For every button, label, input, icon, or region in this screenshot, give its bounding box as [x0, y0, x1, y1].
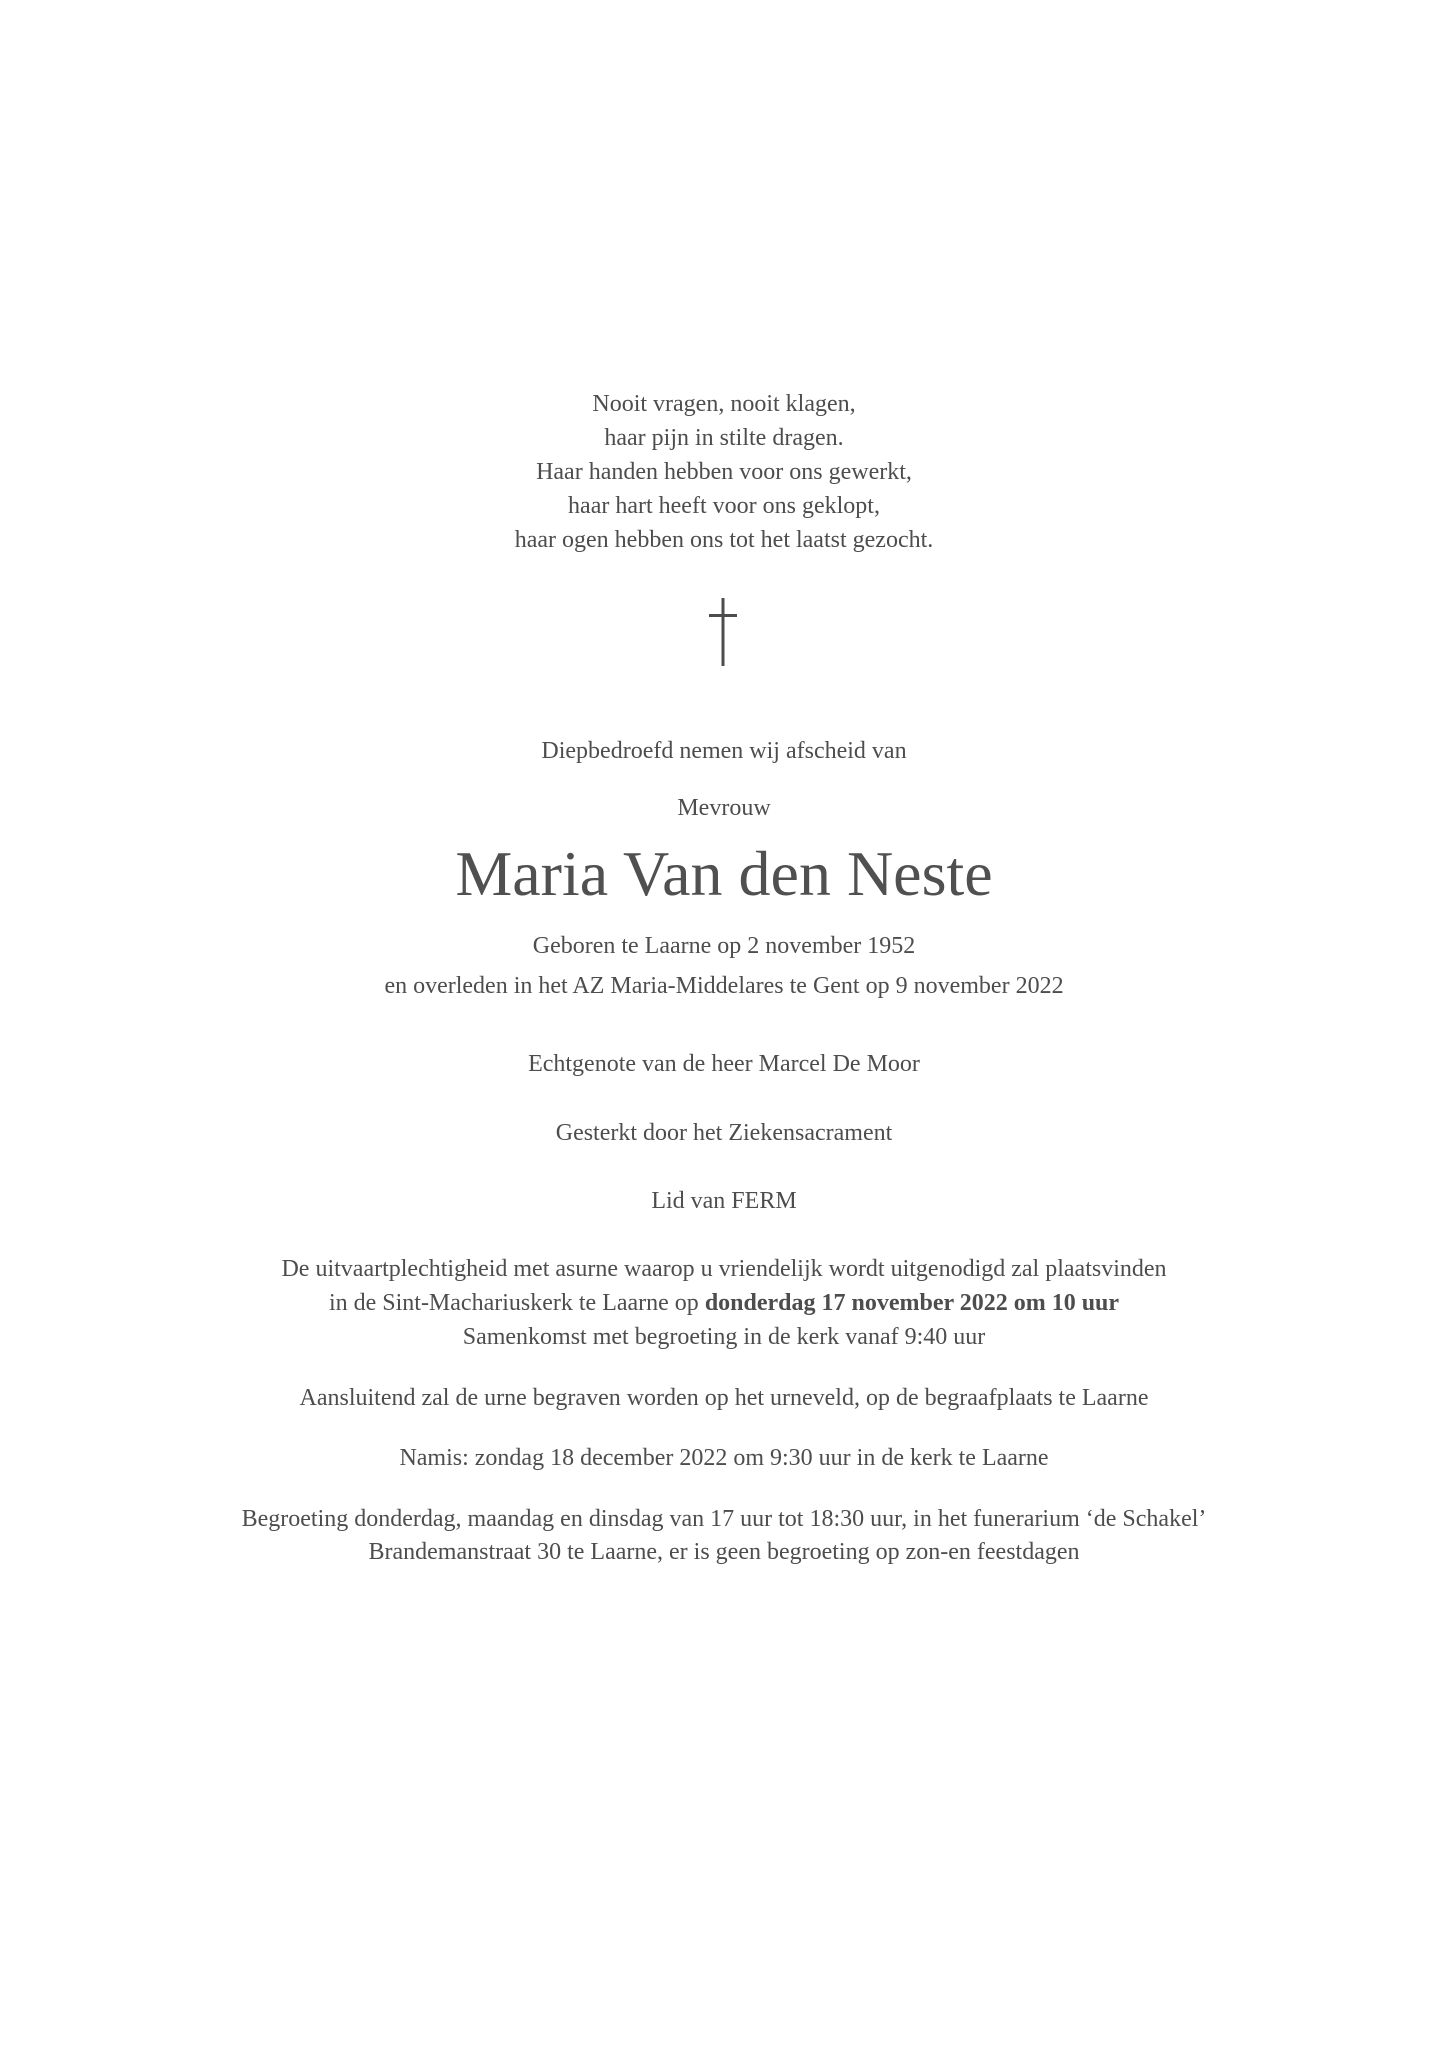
deceased-name: Maria Van den Neste: [455, 838, 993, 909]
spouse-info: Echtgenote van de heer Marcel De Moor: [528, 1051, 920, 1077]
visitation-line-1: Begroeting donderdag, maandag en dinsdag van 17 uur tot 18:30 uur, in het funerarium ‘de Schakel’: [241, 1506, 1207, 1532]
ceremony-date: donderdag 17 november 2022 om 10 uur: [704, 1290, 1120, 1316]
burial-info: Aansluitend zal de urne begraven worden op het urneveld, op de begraafplaats te Laarne: [299, 1385, 1149, 1411]
poem-line-3: Haar handen hebben voor ons gewerkt,: [536, 459, 912, 485]
salutation: Mevrouw: [677, 795, 771, 821]
ceremony-line-3: Samenkomst met begroeting in de kerk vanaf 9:40 uur: [462, 1324, 986, 1350]
visitation-line-2: Brandemanstraat 30 te Laarne, er is geen begroeting op zon-en feestdagen: [368, 1539, 1080, 1565]
poem-line-1: Nooit vragen, nooit klagen,: [592, 391, 856, 417]
poem-line-4: haar hart heeft voor ons geklopt,: [568, 493, 880, 519]
ceremony-line-1: De uitvaartplechtigheid met asurne waarop u vriendelijk wordt uitgenodigd zal plaatsvinden: [281, 1256, 1167, 1282]
membership-info: Lid van FERM: [651, 1188, 797, 1214]
birth-info: Geboren te Laarne op 2 november 1952: [532, 933, 916, 959]
poem-line-2: haar pijn in stilte dragen.: [604, 425, 844, 451]
intro-text: Diepbedroefd nemen wij afscheid van: [541, 738, 907, 764]
cross-icon: [707, 598, 739, 666]
poem-line-5: haar ogen hebben ons tot het laatst gezocht.: [514, 527, 934, 553]
ceremony-location: in de Sint-Machariuskerk te Laarne op: [328, 1290, 705, 1316]
death-info: en overleden in het AZ Maria-Middelares te Gent op 9 november 2022: [384, 973, 1064, 999]
sacrament-info: Gesterkt door het Ziekensacrament: [555, 1120, 893, 1146]
ceremony-line-2: [0, 1286, 1448, 1320]
mass-info: Namis: zondag 18 december 2022 om 9:30 uur in de kerk te Laarne: [399, 1445, 1049, 1471]
